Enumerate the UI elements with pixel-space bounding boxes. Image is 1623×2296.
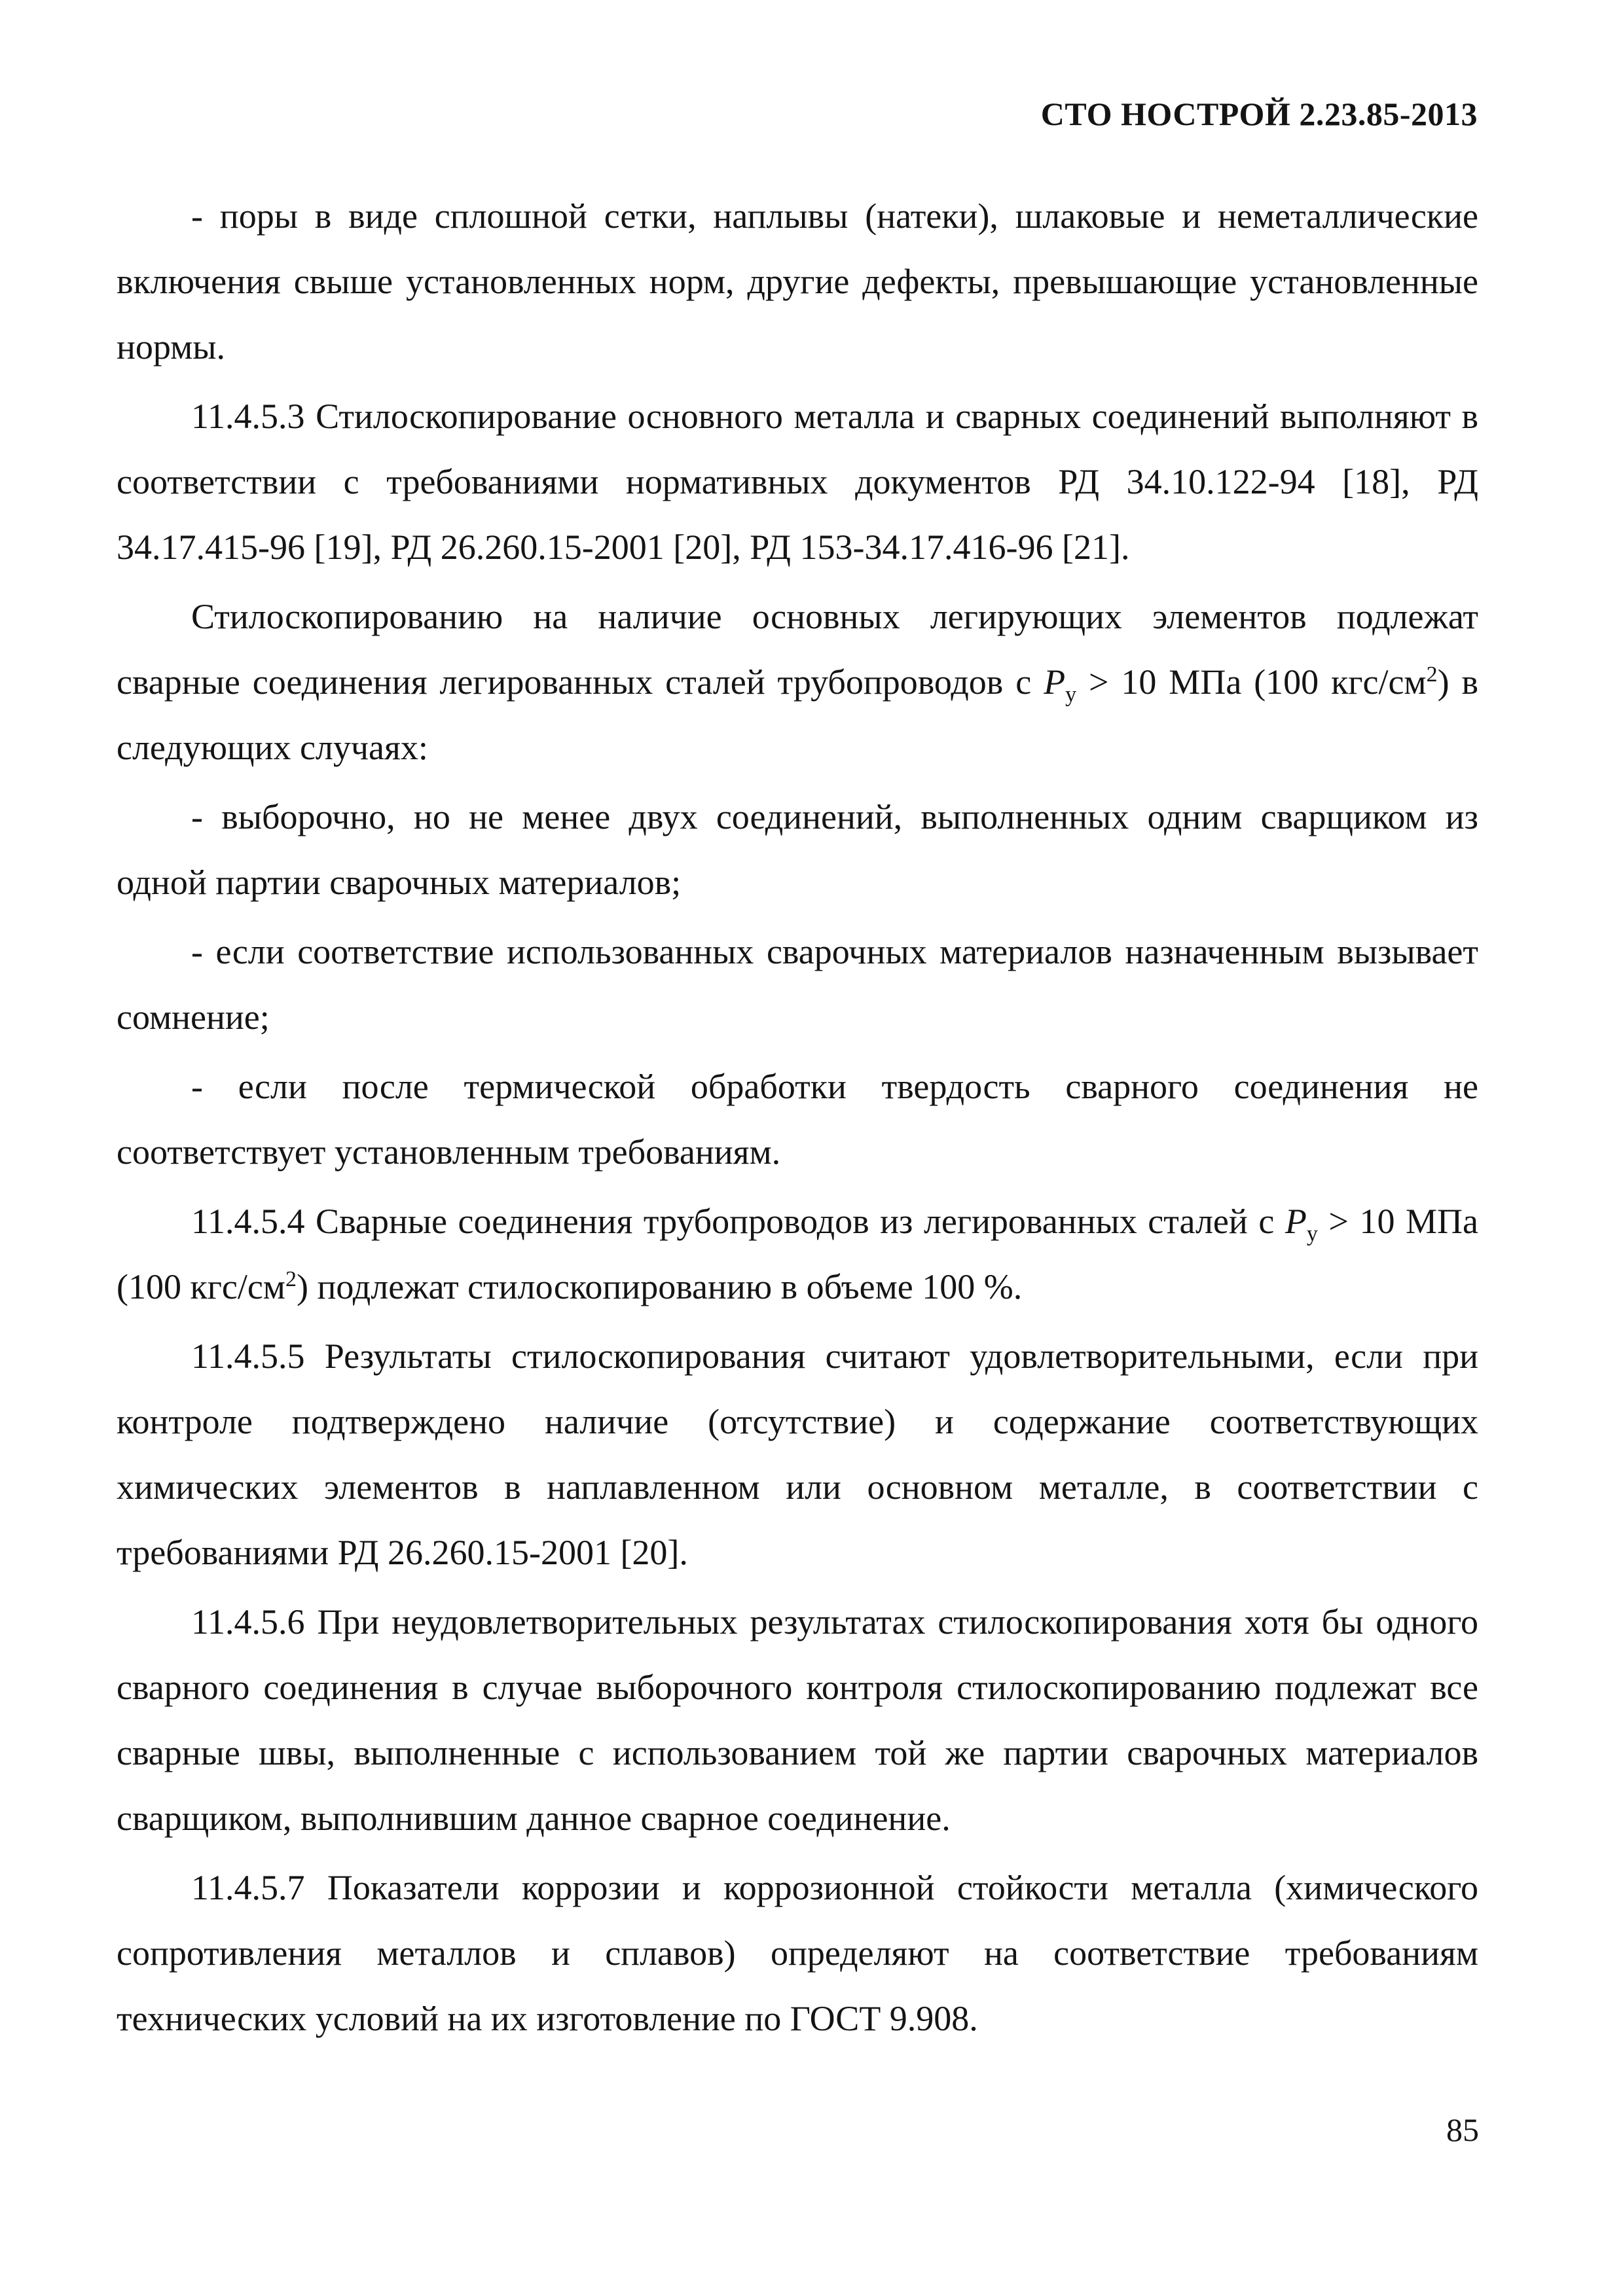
unit-superscript: 2 xyxy=(285,1267,297,1291)
paragraph-text: ) подлежат стилоскопированию в объеме 100 %. xyxy=(296,1267,1023,1306)
paragraph-stiloscopy-cases xyxy=(117,584,1478,780)
paragraph-text: 11.4.5.4 Сварные соединения трубопроводов из легированных сталей с xyxy=(191,1202,1285,1241)
list-item-hardness: - если после термической обработки твердость сварного соединения не соответствует установленным требованиям. xyxy=(117,1067,1478,1172)
page-number: 85 xyxy=(1446,2111,1479,2148)
list-item-doubtful-materials: - если соответствие использованных сварочных материалов назначенным вызывает сомнение; xyxy=(117,932,1478,1037)
unit-superscript: 2 xyxy=(1426,662,1438,687)
paragraph-11-4-5-7: 11.4.5.7 Показатели коррозии и коррозионной стойкости металла (химического сопротивления металлов и сплавов) определяют на соответствие требованиям технических условий на их изготовление по ГОСТ 9.908. xyxy=(117,1868,1478,2038)
document-header-code: СТО НОСТРОЙ 2.23.85-2013 xyxy=(1040,96,1478,132)
paragraph-11-4-5-3: 11.4.5.3 Стилоскопирование основного металла и сварных соединений выполняют в соответствии с требованиями нормативных документов РД 34.10.122-94 [18], РД 34.17.415-96 [19], РД 26.260.15-2001 [20], РД 153-34.17.416-96 [21]. xyxy=(117,397,1478,567)
pressure-subscript: y xyxy=(1065,682,1077,707)
document-body xyxy=(117,183,1478,2051)
paragraph-text: Стилоскопированию на наличие основных легирующих элементов подлежат сварные соединения легированных сталей трубопроводов с xyxy=(117,597,1478,702)
paragraph-text: ) в следующих случаях: xyxy=(117,662,1478,767)
paragraph-text: > 10 МПа (100 кгс/см xyxy=(1076,662,1427,702)
paragraph-text: > 10 МПа (100 кгс/см xyxy=(117,1202,1478,1306)
pressure-symbol: P xyxy=(1285,1202,1307,1241)
pressure-subscript: y xyxy=(1306,1221,1318,1246)
pressure-symbol: P xyxy=(1044,662,1066,702)
paragraph-11-4-5-5: 11.4.5.5 Результаты стилоскопирования считают удовлетворительными, если при контроле подтверждено наличие (отсутствие) и содержание соответствующих химических элементов в наплавленном или основном металле, в соответствии с требованиями РД 26.260.15-2001 [20]. xyxy=(117,1336,1478,1572)
list-item-selective: - выборочно, но не менее двух соединений, выполненных одним сварщиком из одной партии сварочных материалов; xyxy=(117,797,1478,902)
paragraph-11-4-5-4 xyxy=(117,1189,1478,1319)
paragraph-11-4-5-6: 11.4.5.6 При неудовлетворительных результатах стилоскопирования хотя бы одного сварного соединения в случае выборочного контроля стилоскопированию подлежат все сварные швы, выполненные с использованием той же партии сварочных материалов сварщиком, выполнившим данное сварное соединение. xyxy=(117,1602,1478,1838)
paragraph-defects-list-end: - поры в виде сплошной сетки, наплывы (натеки), шлаковые и неметаллические включения свыше установленных норм, другие дефекты, превышающие установленные нормы. xyxy=(117,196,1478,367)
